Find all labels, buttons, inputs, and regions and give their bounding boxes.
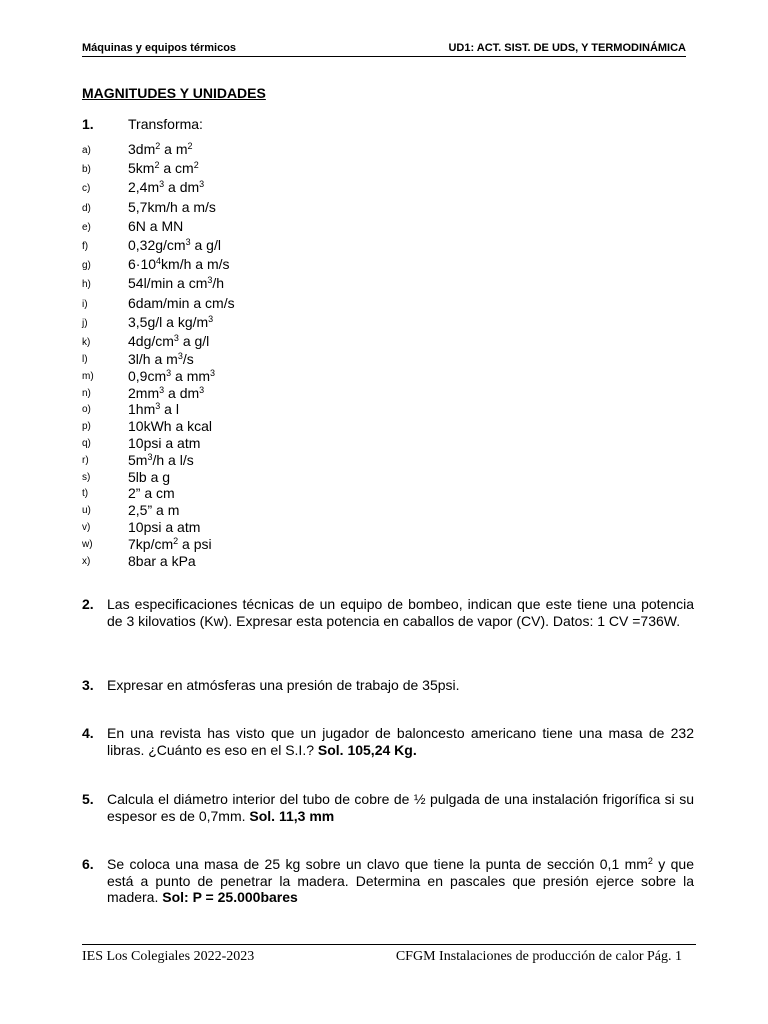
item-letter: i) [82, 298, 88, 310]
header-unit: UD1: ACT. SIST. DE UDS, Y TERMODINÁMICA [448, 42, 686, 54]
item-text: 10kWh a kcal [128, 418, 213, 435]
section-title: MAGNITUDES Y UNIDADES [82, 85, 266, 101]
question-6 [82, 856, 694, 906]
superscript: 2 [647, 856, 653, 866]
question-text: Las especificaciones técnicas de un equipo de bombeo, indican que este tiene una potencia de 3 kilovatios (Kw). Expresar esta potencia en caballos de vapor (CV). Datos: 1 CV =736W. [107, 596, 694, 629]
item-text: 3l/h a $m^3/s$ [128, 351, 194, 368]
item-letter: h) [82, 279, 91, 291]
item-text: $2mm^3$ a $dm^3$ [128, 384, 205, 401]
page-header [82, 41, 686, 57]
question-5 [82, 791, 694, 824]
item-text: 6N a MN [128, 217, 184, 234]
item-text: $5m^3/h$ a l/s [128, 451, 194, 468]
question-1 [82, 116, 203, 132]
item-letter: v) [82, 522, 91, 534]
item-letter: t) [82, 488, 89, 500]
question-text: Calcula el diámetro interior del tubo de cobre de ½ pulgada de una instalación frigorífica si su espesor es de 0,7mm. [107, 791, 694, 824]
item-text: $3dm^2$ a $m^2$ [128, 141, 193, 157]
item-text: 5,7km/h a m/s [128, 198, 216, 215]
item-letter: p) [82, 421, 91, 433]
item-letter: g) [82, 260, 91, 272]
header-subject: Máquinas y equipos térmicos [82, 42, 237, 54]
question-number: 1. [82, 116, 94, 132]
item-text: 3,5g/l a $kg/m^3$ [128, 313, 214, 330]
question-number: 2. [82, 596, 94, 612]
item-text: 10psi a atm [128, 435, 201, 452]
item-text: $1hm^3$ a l [128, 401, 179, 418]
item-letter: e) [82, 221, 91, 233]
item-letter: l) [82, 354, 88, 366]
item-letter: b) [82, 164, 91, 176]
item-letter: a) [82, 145, 91, 156]
item-text: $7kp/cm^2$ a psi [128, 535, 212, 552]
question-text: Expresar en atmósferas una presión de trabajo de 35psi. [107, 677, 460, 693]
item-letter: s) [82, 471, 91, 483]
question-number: 6. [82, 856, 94, 872]
item-text: 8bar a kPa [128, 552, 196, 569]
item-letter: o) [82, 404, 91, 416]
item-text: $0,32g/cm^3$ a g/l [128, 236, 221, 253]
item-letter: c) [82, 183, 91, 195]
footer-school: IES Los Colegiales 2022-2023 [82, 949, 255, 964]
question-2 [82, 596, 694, 629]
question-text-a: Se coloca una masa de 25 kg sobre un clavo que tiene la punta de sección 0,1 mm [107, 856, 648, 872]
item-text: $2,4m^3$ a $dm^3$ [128, 179, 205, 196]
question-4 [82, 725, 694, 758]
solution: Sol. 11,3 mm [249, 807, 335, 824]
item-text: $4dg/cm^3$ a g/l [128, 332, 210, 349]
item-text: $6\cdot 10^4km/h$ a m/s [128, 256, 230, 273]
item-letter: q) [82, 438, 91, 450]
question-number: 4. [82, 725, 94, 741]
question-number: 3. [82, 677, 94, 693]
item-letter: f) [82, 240, 89, 252]
item-letter: d) [82, 202, 91, 214]
question-text: En una revista has visto que un jugador de baloncesto americano tiene una masa de 232 libras. ¿Cuánto es eso en el S.I.? [107, 725, 694, 758]
item-letter: x) [82, 555, 91, 567]
item-text: $0,9cm^3$ a $mm^3$ [128, 367, 216, 384]
footer-course: CFGM Instalaciones de producción de calor Pág. 1 [395, 949, 682, 964]
item-letter: u) [82, 505, 91, 517]
item-text: 2,5” a m [128, 502, 180, 519]
item-letter: n) [82, 387, 91, 399]
item-letter: j) [82, 317, 88, 329]
item-letter: m) [82, 370, 94, 382]
page-footer [82, 944, 696, 964]
item-text: $5km^2$ a $cm^2$ [128, 160, 199, 177]
item-text: 2” a cm [128, 485, 175, 502]
question-text: Transforma: [128, 116, 203, 132]
item-letter: k) [82, 336, 91, 348]
item-letter: r) [82, 454, 89, 466]
item-text: 5lb a g [128, 468, 171, 485]
solution: Sol. 105,24 Kg. [317, 741, 417, 758]
item-text: 6dam/min a cm/s [128, 294, 235, 311]
question-number: 5. [82, 791, 94, 807]
question-3 [82, 677, 694, 694]
item-text: 54l/min a $cm^3/h$ [128, 275, 225, 292]
item-letter: w) [82, 538, 93, 550]
solution: Sol: P = 25.000bares [162, 889, 298, 905]
item-text: 10psi a atm [128, 519, 201, 536]
question-text-b: y que está a punto de penetrar la madera. Determina en pascales que presión ejerce sobre la madera. [107, 856, 694, 905]
